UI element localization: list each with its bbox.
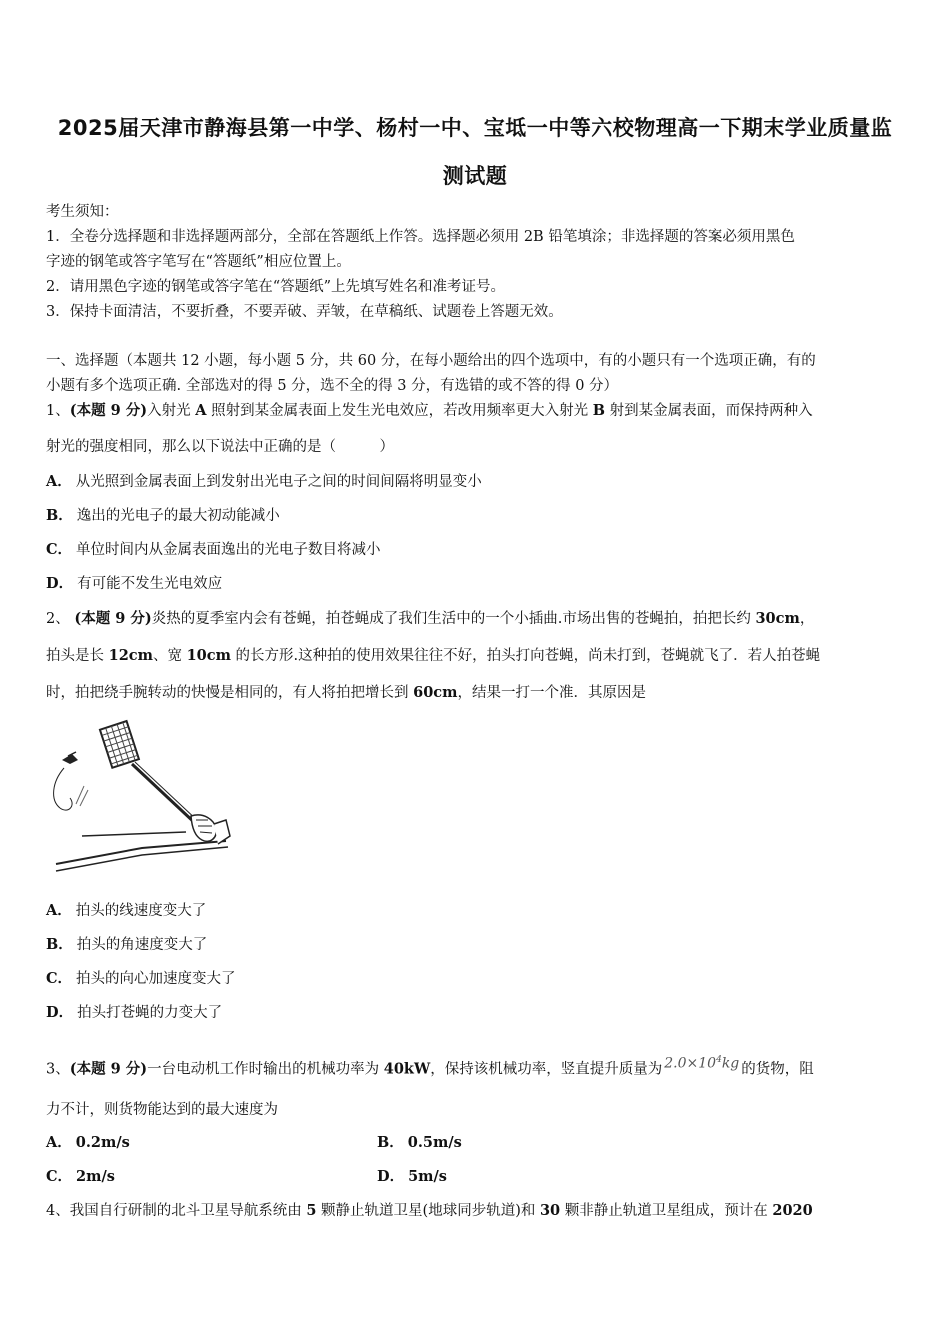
- q2-stem-line1: [46, 609, 814, 629]
- option-text: 单位时间内从金属表面逸出的光电子数目将减小: [76, 542, 381, 558]
- q3-option-d[interactable]: [377, 1167, 447, 1187]
- q1-stem-line1: [46, 401, 813, 421]
- q2-stem-line2: [46, 646, 820, 666]
- q4-stem-line1: [46, 1201, 813, 1221]
- notice-item-1a: 1．全卷分选择题和非选择题两部分，全部在答题纸上作答。选择题必须用 2B 铅笔填涂；非选择题的答案必须用黑色: [46, 229, 795, 245]
- q2-text: ，结果一打一个准．其原因是: [457, 685, 646, 701]
- q1-text-b: 照射到某金属表面上发生光电效应，若改用频率更大入射光: [206, 403, 593, 419]
- option-text: 0.5m/s: [407, 1134, 462, 1151]
- option-text: 拍头的角速度变大了: [76, 937, 208, 953]
- option-text: 逸出的光电子的最大初动能减小: [76, 508, 280, 524]
- q3-stem-line1: [46, 1050, 814, 1080]
- q2-number: 2、: [46, 611, 75, 627]
- q2-text: 的长方形.这种拍的使用效果往往不好，拍头打向苍蝇，尚未打到，苍蝇就飞了．若人拍苍蝇: [230, 648, 821, 664]
- option-label: A．: [46, 1134, 72, 1151]
- option-text: 5m/s: [408, 1168, 447, 1185]
- option-label: C．: [46, 541, 73, 558]
- q2-text-end: ，: [799, 611, 815, 627]
- q2-value-new-handle: 60cm: [413, 684, 458, 701]
- q2-score: (本题 9 分): [74, 610, 152, 627]
- option-text: 2m/s: [76, 1168, 115, 1185]
- option-text: 从光照到金属表面上到发射出光电子之间的时间间隔将明显变小: [75, 474, 482, 490]
- q4-value-geo-count: 5: [306, 1202, 317, 1219]
- option-text: 拍头的向心加速度变大了: [76, 971, 236, 987]
- option-label: D．: [377, 1168, 405, 1185]
- option-label: D．: [46, 575, 74, 592]
- q2-option-d[interactable]: [46, 1003, 222, 1023]
- q4-text: 颗静止轨道卫星(地球同步轨道)和: [316, 1203, 540, 1219]
- q3-score: (本题 9 分): [69, 1060, 148, 1078]
- option-label: B．: [46, 936, 73, 953]
- q2-option-a[interactable]: [46, 901, 206, 921]
- q2-stem-line3: [46, 683, 646, 703]
- q1-option-b[interactable]: [46, 506, 280, 526]
- q1-option-c[interactable]: [46, 540, 381, 560]
- q1-option-a[interactable]: [46, 472, 482, 492]
- exam-title-line2: 测试题: [442, 164, 508, 188]
- q2-value-length: 12cm: [108, 647, 153, 664]
- q3-option-c[interactable]: [46, 1167, 115, 1187]
- q3-text: ，保持该机械功率，竖直提升质量为: [430, 1061, 663, 1078]
- option-label: A．: [46, 902, 72, 919]
- q1-score: (本题 9 分): [69, 402, 148, 419]
- option-label: B．: [377, 1134, 404, 1151]
- q1-number: 1、: [46, 403, 70, 419]
- section-intro-1: 一、选择题（本题共 12 小题，每小题 5 分，共 60 分，在每小题给出的四个选项中，有的小题只有一个选项正确，有的: [46, 353, 816, 369]
- option-label: B．: [46, 507, 73, 524]
- notice-heading: 考生须知：: [46, 204, 119, 220]
- section-intro-2: 小题有多个选项正确. 全部选对的得 5 分，选不全的得 3 分，有选错的或不答的得 0 分）: [46, 378, 619, 394]
- q4-number: 4、: [46, 1203, 70, 1219]
- q2-text: 炎热的夏季室内会有苍蝇，拍苍蝇成了我们生活中的一个小插曲.市场出售的苍蝇拍，拍把长约: [151, 611, 756, 627]
- q3-stem-line2: 力不计，则货物能达到的最大速度为: [46, 1102, 278, 1118]
- q1-stem-line2: 射光的强度相同，那么以下说法中正确的是（ ）: [46, 439, 394, 455]
- formula-base: 2.0×10: [664, 1055, 717, 1072]
- q1-text-c: 射到某金属表面，而保持两种入: [605, 403, 813, 419]
- option-text: 拍头的线速度变大了: [75, 903, 207, 919]
- option-text: 拍头打苍蝇的力变大了: [77, 1005, 223, 1021]
- notice-item-1b: 字迹的钢笔或答字笔写在“答题纸”相应位置上。: [46, 254, 351, 270]
- q2-value-handle: 30cm: [755, 610, 800, 627]
- formula-exponent: 4: [716, 1055, 722, 1065]
- q4-value-year: 2020: [772, 1202, 813, 1219]
- option-label: A．: [46, 473, 72, 490]
- q1-light-a: A: [195, 402, 207, 419]
- q2-value-width: 10cm: [186, 647, 231, 664]
- fly-swatter-illustration: [46, 716, 232, 878]
- q1-text-a: 入射光: [147, 403, 196, 419]
- notice-item-3: 3．保持卡面清洁，不要折叠，不要弄破、弄皱，在草稿纸、试题卷上答题无效。: [46, 304, 563, 320]
- q3-option-a[interactable]: [46, 1133, 130, 1153]
- exam-title-line1: 2025届天津市静海县第一中学、杨村一中、宝坻一中等六校物理高一下期末学业质量监: [57, 116, 893, 140]
- q1-option-d[interactable]: [46, 574, 222, 594]
- q2-text: 时，拍把绕手腕转动的快慢是相同的，有人将拍把增长到: [46, 685, 414, 701]
- q2-text: 拍头是长: [46, 648, 109, 664]
- q2-text: 、宽: [152, 648, 187, 664]
- option-label: C．: [46, 970, 73, 987]
- q3-text: 一台电动机工作时输出的机械功率为: [147, 1061, 384, 1078]
- option-text: 0.2m/s: [75, 1134, 130, 1151]
- q3-text-end: 的货物，阻: [741, 1061, 814, 1078]
- q4-text: 颗非静止轨道卫星组成，预计在: [560, 1203, 773, 1219]
- formula-unit: kg: [721, 1055, 740, 1072]
- notice-item-2: 2．请用黑色字迹的钢笔或答字笔在“答题纸”上先填写姓名和准考证号。: [46, 279, 506, 295]
- q2-option-c[interactable]: [46, 969, 236, 989]
- q2-option-b[interactable]: [46, 935, 207, 955]
- option-text: 有可能不发生光电效应: [77, 576, 223, 592]
- q1-light-b: B: [592, 402, 605, 419]
- q3-mass-formula: [664, 1050, 739, 1074]
- q4-value-nongeo-count: 30: [539, 1202, 561, 1219]
- option-label: D．: [46, 1004, 74, 1021]
- q4-text: 我国自行研制的北斗卫星导航系统由: [69, 1203, 307, 1219]
- q3-option-b[interactable]: [377, 1133, 462, 1153]
- q3-value-power: 40kW: [383, 1060, 431, 1078]
- option-label: C．: [46, 1168, 73, 1185]
- q3-number: 3、: [46, 1061, 70, 1078]
